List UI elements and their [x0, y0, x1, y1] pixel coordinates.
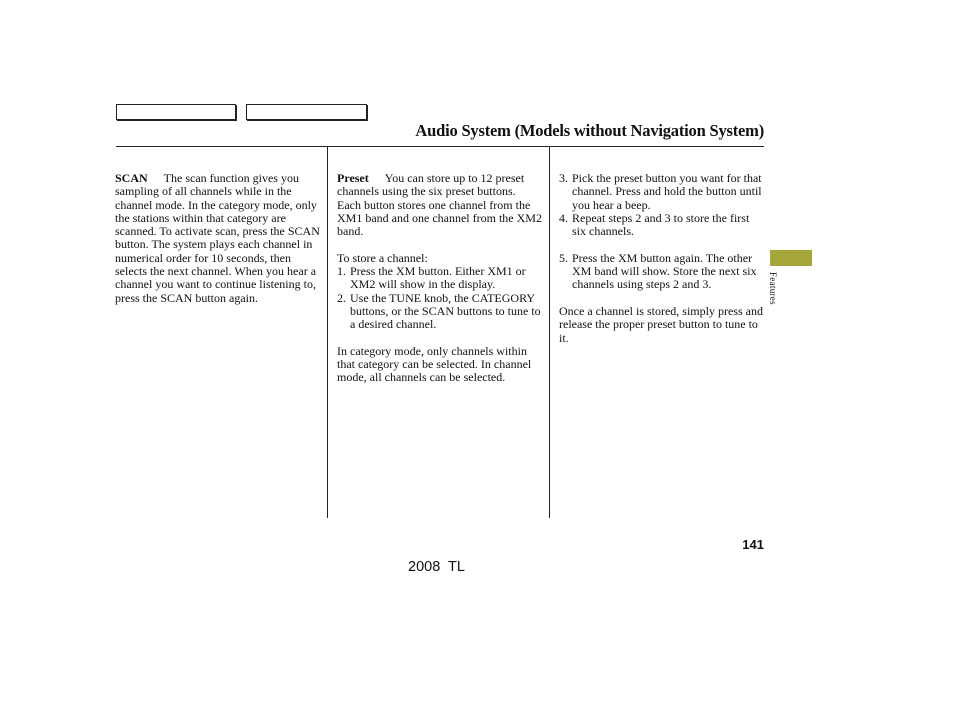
step-number: 5.	[559, 250, 568, 265]
preset-heading: Preset	[337, 171, 369, 185]
column-divider	[549, 146, 550, 518]
column-steps	[559, 172, 764, 345]
stored-note: Once a channel is stored, simply press and release the proper preset button to tune to it.	[559, 303, 763, 345]
header-rule	[116, 146, 764, 147]
preset-body: You can store up to 12 preset channels using the six preset buttons. Each button stores one channel from the XM1 band and one channel from the XM2 band.	[337, 171, 542, 239]
step-text: Press the XM button again. The other XM band will show. Store the next six channels using steps 2 and 3.	[572, 250, 757, 292]
section-label: Features	[768, 272, 778, 305]
step-text: Pick the preset button you want for that channel. Press and hold the button until you hear a beep.	[572, 171, 762, 212]
step-item	[559, 172, 764, 212]
preset-paragraph	[337, 172, 542, 238]
store-intro: To store a channel:	[337, 250, 428, 265]
step-number: 3.	[559, 171, 568, 185]
nav-button-previous[interactable]	[116, 104, 236, 120]
nav-button-next[interactable]	[246, 104, 367, 120]
step-number: 2.	[337, 290, 346, 305]
step-text: Repeat steps 2 and 3 to store the first six channels.	[572, 210, 750, 239]
step-number: 1.	[337, 264, 346, 279]
category-note: In category mode, only channels within that category can be selected. In channel mode, all channels can be selected.	[337, 343, 532, 385]
step-item	[559, 212, 764, 239]
step-item	[337, 292, 542, 332]
column-divider	[327, 146, 328, 518]
scan-body: The scan function gives you sampling of all channels while in the channel mode. In the category mode, only the stations within that category are scanned. To activate scan, press the SCAN button. The system plays each channel in numerical order for 10 seconds, then selects the next channel. When you hear a channel you want to continue listening to, press the SCAN button again.	[115, 171, 320, 305]
step-item	[559, 252, 764, 292]
scan-paragraph	[115, 172, 320, 305]
page-number: 141	[742, 537, 764, 552]
step-text: Use the TUNE knob, the CATEGORY buttons, or the SCAN buttons to tune to a desired channel.	[350, 290, 541, 332]
section-tab[interactable]	[770, 250, 812, 266]
scan-heading: SCAN	[115, 171, 148, 185]
step-number: 4.	[559, 210, 568, 225]
footer-model: 2008 TL	[408, 559, 465, 575]
column-preset	[337, 172, 542, 385]
step-item	[337, 265, 542, 292]
page-title: Audio System (Models without Navigation System)	[415, 121, 764, 140]
step-text: Press the XM button. Either XM1 or XM2 will show in the display.	[350, 264, 526, 292]
column-scan	[115, 172, 320, 305]
